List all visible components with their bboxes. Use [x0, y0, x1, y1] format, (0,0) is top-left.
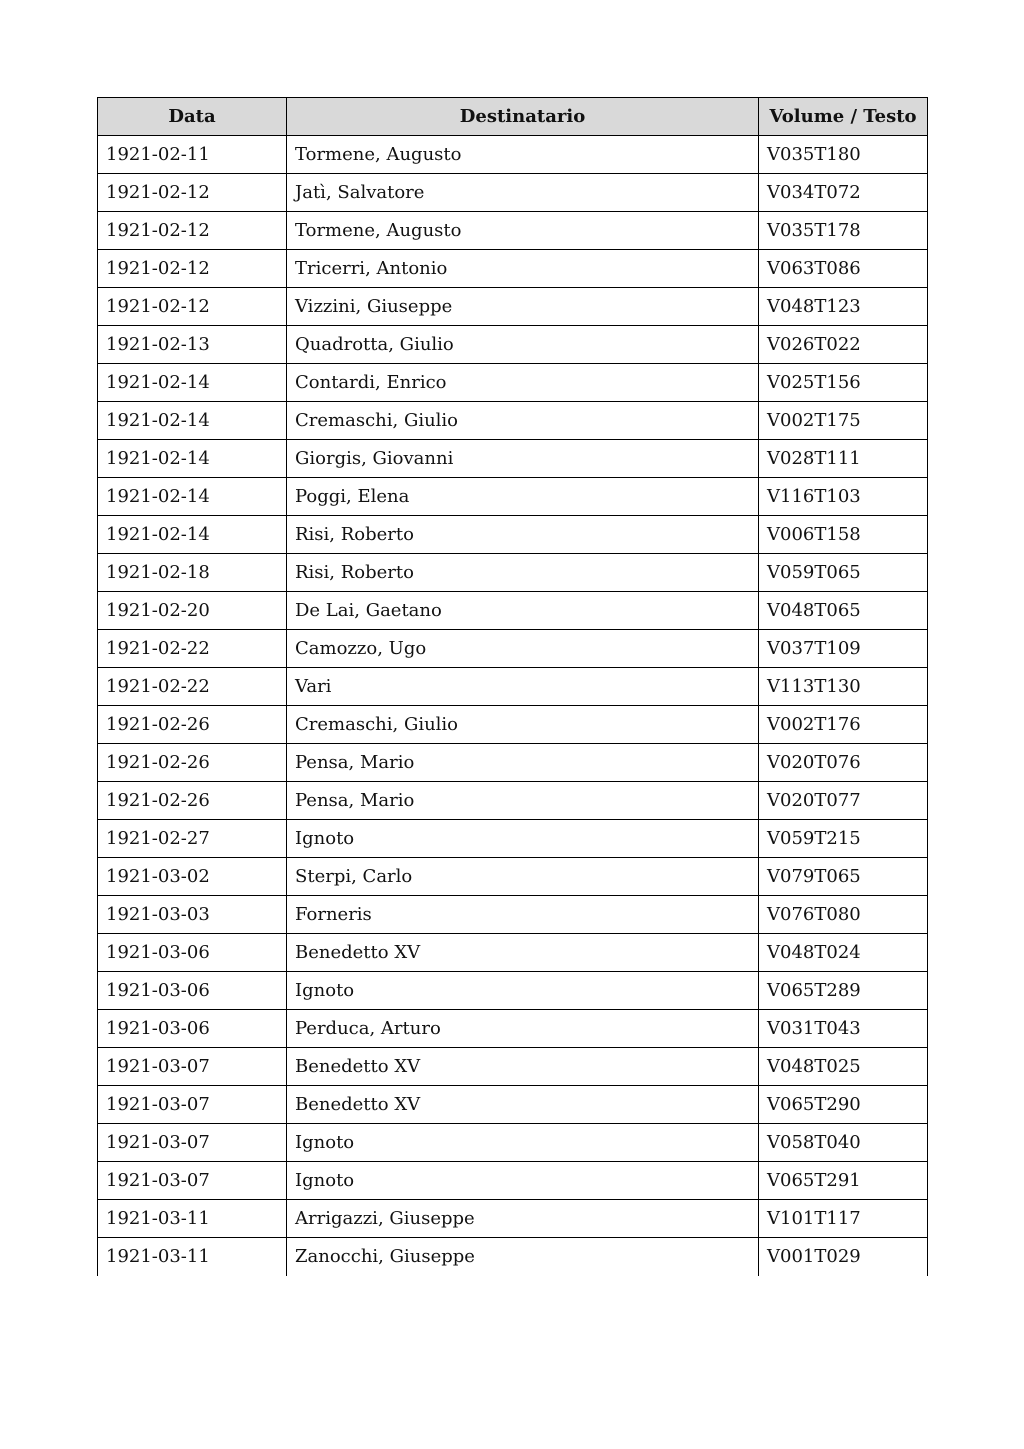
table-row	[98, 744, 928, 782]
header-row	[98, 98, 928, 136]
cell-date: 1921-03-07	[98, 1124, 287, 1162]
cell-recipient: Zanocchi, Giuseppe	[287, 1238, 759, 1276]
table-row	[98, 820, 928, 858]
cell-date: 1921-02-26	[98, 744, 287, 782]
table-row	[98, 1124, 928, 1162]
cell-recipient: Cremaschi, Giulio	[287, 706, 759, 744]
cell-date: 1921-03-06	[98, 1010, 287, 1048]
cell-date: 1921-02-27	[98, 820, 287, 858]
cell-date: 1921-02-14	[98, 364, 287, 402]
cell-recipient: Ignoto	[287, 820, 759, 858]
header-date: Data	[98, 98, 287, 136]
cell-volume-text: V059T215	[759, 820, 928, 858]
table-row	[98, 1010, 928, 1048]
cell-date: 1921-03-02	[98, 858, 287, 896]
cell-recipient: Ignoto	[287, 1162, 759, 1200]
cell-volume-text: V034T072	[759, 174, 928, 212]
cell-volume-text: V065T291	[759, 1162, 928, 1200]
table-row	[98, 706, 928, 744]
cell-volume-text: V025T156	[759, 364, 928, 402]
cell-recipient: Tricerri, Antonio	[287, 250, 759, 288]
cell-date: 1921-03-06	[98, 934, 287, 972]
cell-date: 1921-03-07	[98, 1086, 287, 1124]
cell-date: 1921-02-14	[98, 478, 287, 516]
cell-date: 1921-02-11	[98, 136, 287, 174]
cell-recipient: Cremaschi, Giulio	[287, 402, 759, 440]
cell-recipient: Tormene, Augusto	[287, 136, 759, 174]
table-row	[98, 174, 928, 212]
table-row	[98, 782, 928, 820]
cell-recipient: Camozzo, Ugo	[287, 630, 759, 668]
cell-volume-text: V048T123	[759, 288, 928, 326]
table-row	[98, 668, 928, 706]
header-recipient: Destinatario	[287, 98, 759, 136]
table-row	[98, 1200, 928, 1238]
cell-date: 1921-03-11	[98, 1238, 287, 1276]
cell-volume-text: V035T180	[759, 136, 928, 174]
cell-date: 1921-02-12	[98, 250, 287, 288]
header-volume-text: Volume / Testo	[759, 98, 928, 136]
cell-volume-text: V063T086	[759, 250, 928, 288]
cell-date: 1921-03-11	[98, 1200, 287, 1238]
cell-recipient: Benedetto XV	[287, 934, 759, 972]
table-row	[98, 592, 928, 630]
cell-volume-text: V026T022	[759, 326, 928, 364]
table-body	[98, 136, 928, 1276]
cell-date: 1921-02-26	[98, 706, 287, 744]
document-page	[97, 97, 927, 1276]
cell-date: 1921-02-22	[98, 668, 287, 706]
cell-volume-text: V031T043	[759, 1010, 928, 1048]
cell-date: 1921-02-14	[98, 402, 287, 440]
cell-recipient: De Lai, Gaetano	[287, 592, 759, 630]
cell-recipient: Vari	[287, 668, 759, 706]
cell-date: 1921-02-12	[98, 174, 287, 212]
cell-volume-text: V058T040	[759, 1124, 928, 1162]
table-header	[98, 98, 928, 136]
table-row	[98, 440, 928, 478]
table-row	[98, 136, 928, 174]
cell-volume-text: V002T176	[759, 706, 928, 744]
cell-recipient: Risi, Roberto	[287, 516, 759, 554]
table-row	[98, 934, 928, 972]
cell-recipient: Sterpi, Carlo	[287, 858, 759, 896]
cell-volume-text: V101T117	[759, 1200, 928, 1238]
table-row	[98, 212, 928, 250]
cell-volume-text: V037T109	[759, 630, 928, 668]
table-row	[98, 288, 928, 326]
cell-volume-text: V002T175	[759, 402, 928, 440]
cell-date: 1921-03-03	[98, 896, 287, 934]
cell-volume-text: V065T290	[759, 1086, 928, 1124]
cell-volume-text: V048T025	[759, 1048, 928, 1086]
cell-recipient: Pensa, Mario	[287, 782, 759, 820]
cell-date: 1921-02-22	[98, 630, 287, 668]
cell-volume-text: V076T080	[759, 896, 928, 934]
cell-volume-text: V035T178	[759, 212, 928, 250]
table-row	[98, 896, 928, 934]
cell-volume-text: V065T289	[759, 972, 928, 1010]
cell-volume-text: V020T076	[759, 744, 928, 782]
table-row	[98, 516, 928, 554]
table-row	[98, 1086, 928, 1124]
table-row	[98, 478, 928, 516]
table-row	[98, 630, 928, 668]
cell-date: 1921-03-07	[98, 1162, 287, 1200]
cell-volume-text: V006T158	[759, 516, 928, 554]
cell-date: 1921-02-20	[98, 592, 287, 630]
cell-recipient: Ignoto	[287, 972, 759, 1010]
cell-volume-text: V020T077	[759, 782, 928, 820]
cell-volume-text: V001T029	[759, 1238, 928, 1276]
cell-volume-text: V059T065	[759, 554, 928, 592]
cell-recipient: Arrigazzi, Giuseppe	[287, 1200, 759, 1238]
cell-recipient: Risi, Roberto	[287, 554, 759, 592]
cell-date: 1921-03-07	[98, 1048, 287, 1086]
cell-date: 1921-02-18	[98, 554, 287, 592]
cell-recipient: Contardi, Enrico	[287, 364, 759, 402]
cell-recipient: Ignoto	[287, 1124, 759, 1162]
cell-recipient: Vizzini, Giuseppe	[287, 288, 759, 326]
table-row	[98, 858, 928, 896]
cell-recipient: Tormene, Augusto	[287, 212, 759, 250]
cell-date: 1921-03-06	[98, 972, 287, 1010]
cell-recipient: Benedetto XV	[287, 1048, 759, 1086]
table-row	[98, 364, 928, 402]
cell-volume-text: V116T103	[759, 478, 928, 516]
cell-volume-text: V079T065	[759, 858, 928, 896]
table-row	[98, 326, 928, 364]
cell-recipient: Quadrotta, Giulio	[287, 326, 759, 364]
cell-volume-text: V048T024	[759, 934, 928, 972]
cell-recipient: Benedetto XV	[287, 1086, 759, 1124]
cell-recipient: Forneris	[287, 896, 759, 934]
cell-volume-text: V028T111	[759, 440, 928, 478]
table-row	[98, 972, 928, 1010]
table-row	[98, 554, 928, 592]
table-row	[98, 1048, 928, 1086]
cell-recipient: Perduca, Arturo	[287, 1010, 759, 1048]
cell-date: 1921-02-12	[98, 288, 287, 326]
letters-table	[97, 97, 928, 1276]
cell-date: 1921-02-14	[98, 516, 287, 554]
cell-volume-text: V048T065	[759, 592, 928, 630]
cell-recipient: Jatì, Salvatore	[287, 174, 759, 212]
cell-recipient: Pensa, Mario	[287, 744, 759, 782]
table-row	[98, 1162, 928, 1200]
cell-date: 1921-02-12	[98, 212, 287, 250]
cell-date: 1921-02-26	[98, 782, 287, 820]
cell-recipient: Poggi, Elena	[287, 478, 759, 516]
table-row	[98, 1238, 928, 1276]
table-row	[98, 402, 928, 440]
table-row	[98, 250, 928, 288]
cell-date: 1921-02-14	[98, 440, 287, 478]
cell-volume-text: V113T130	[759, 668, 928, 706]
cell-recipient: Giorgis, Giovanni	[287, 440, 759, 478]
cell-date: 1921-02-13	[98, 326, 287, 364]
